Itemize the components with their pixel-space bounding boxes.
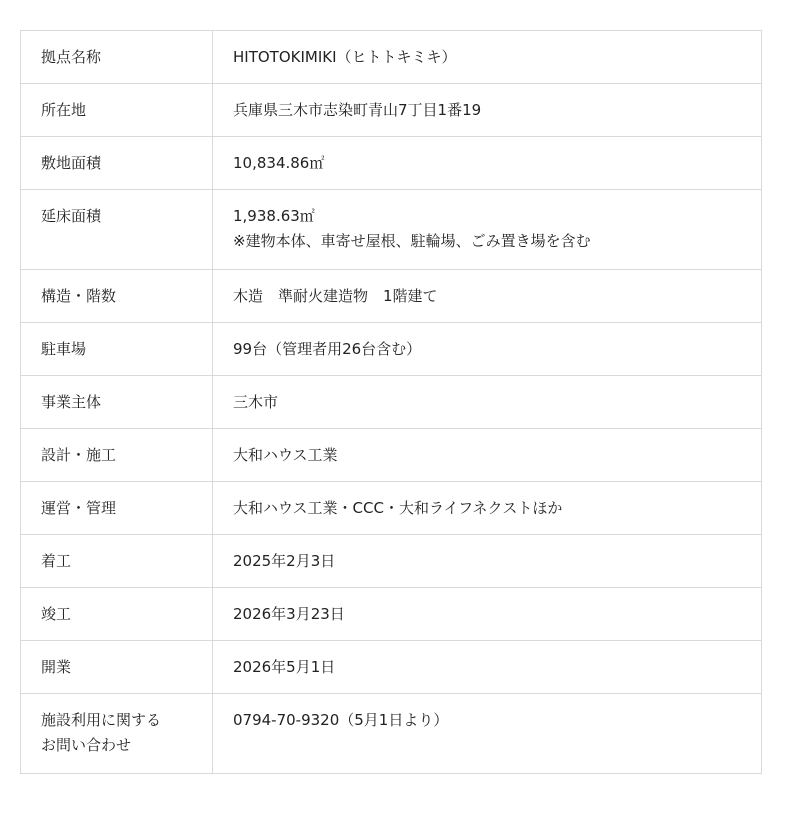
value-text: 2026年5月1日 bbox=[233, 658, 336, 676]
value-text: 兵庫県三木市志染町青山7丁目1番19 bbox=[233, 101, 482, 119]
row-value bbox=[213, 641, 762, 694]
table-row-parking bbox=[21, 323, 762, 376]
table-row-address bbox=[21, 84, 762, 137]
table-row-structure bbox=[21, 270, 762, 323]
value-text: 三木市 bbox=[233, 393, 279, 411]
row-value bbox=[213, 31, 762, 84]
row-value bbox=[213, 270, 762, 323]
label-text: 駐車場 bbox=[41, 340, 87, 358]
row-label bbox=[21, 190, 213, 270]
value-text: HITOTOKIMIKI（ヒトトキミキ） bbox=[233, 48, 457, 66]
table-row-opening bbox=[21, 641, 762, 694]
label-text: 構造・階数 bbox=[41, 287, 117, 305]
value-text: 木造 準耐火建造物 1階建て bbox=[233, 287, 438, 305]
row-label bbox=[21, 641, 213, 694]
row-label bbox=[21, 323, 213, 376]
value-text: 大和ハウス工業・CCC・大和ライフネクストほか bbox=[233, 499, 563, 517]
label-text: 延床面積 bbox=[41, 207, 102, 225]
table-row-start bbox=[21, 535, 762, 588]
row-label bbox=[21, 482, 213, 535]
label-text: 拠点名称 bbox=[41, 48, 102, 66]
row-value bbox=[213, 482, 762, 535]
row-value bbox=[213, 190, 762, 270]
label-text: 竣工 bbox=[41, 605, 72, 623]
row-label bbox=[21, 429, 213, 482]
label-text: 開業 bbox=[41, 658, 72, 676]
row-label bbox=[21, 535, 213, 588]
label-text: 所在地 bbox=[41, 101, 87, 119]
row-label bbox=[21, 588, 213, 641]
table-row-operator-entity bbox=[21, 376, 762, 429]
row-label bbox=[21, 137, 213, 190]
row-label bbox=[21, 694, 213, 774]
row-value bbox=[213, 323, 762, 376]
phone-number-text: 0794-70-9320（5月1日より） bbox=[233, 711, 449, 729]
value-note: ※建物本体、車寄せ屋根、駐輪場、ごみ置き場を含む bbox=[233, 232, 591, 250]
facility-info-table bbox=[20, 30, 762, 774]
label-text: 運営・管理 bbox=[41, 499, 117, 517]
value-text: 大和ハウス工業 bbox=[233, 446, 338, 464]
row-value bbox=[213, 376, 762, 429]
table-row-completion bbox=[21, 588, 762, 641]
value-text: 99台（管理者用26台含む） bbox=[233, 340, 422, 358]
row-value bbox=[213, 429, 762, 482]
label-text: 敷地面積 bbox=[41, 154, 102, 172]
label-text: お問い合わせ bbox=[41, 736, 132, 754]
row-value bbox=[213, 535, 762, 588]
table-row-name bbox=[21, 31, 762, 84]
value-text: 2025年2月3日 bbox=[233, 552, 336, 570]
row-label bbox=[21, 84, 213, 137]
value-text: 10,834.86㎡ bbox=[233, 154, 325, 172]
label-text: 設計・施工 bbox=[41, 446, 117, 464]
label-text: 事業主体 bbox=[41, 393, 102, 411]
label-text: 着工 bbox=[41, 552, 72, 570]
row-label bbox=[21, 31, 213, 84]
value-text: 1,938.63㎡ bbox=[233, 207, 315, 225]
row-label bbox=[21, 270, 213, 323]
table-row-contact bbox=[21, 694, 762, 774]
row-value bbox=[213, 84, 762, 137]
row-value bbox=[213, 588, 762, 641]
table-row-management bbox=[21, 482, 762, 535]
facility-info-table-wrapper bbox=[20, 30, 762, 774]
label-text: 施設利用に関する bbox=[41, 711, 162, 729]
table-row-design-construction bbox=[21, 429, 762, 482]
row-label bbox=[21, 376, 213, 429]
table-row-site-area bbox=[21, 137, 762, 190]
table-row-floor-area bbox=[21, 190, 762, 270]
row-value bbox=[213, 137, 762, 190]
row-value bbox=[213, 694, 762, 774]
value-text: 2026年3月23日 bbox=[233, 605, 345, 623]
